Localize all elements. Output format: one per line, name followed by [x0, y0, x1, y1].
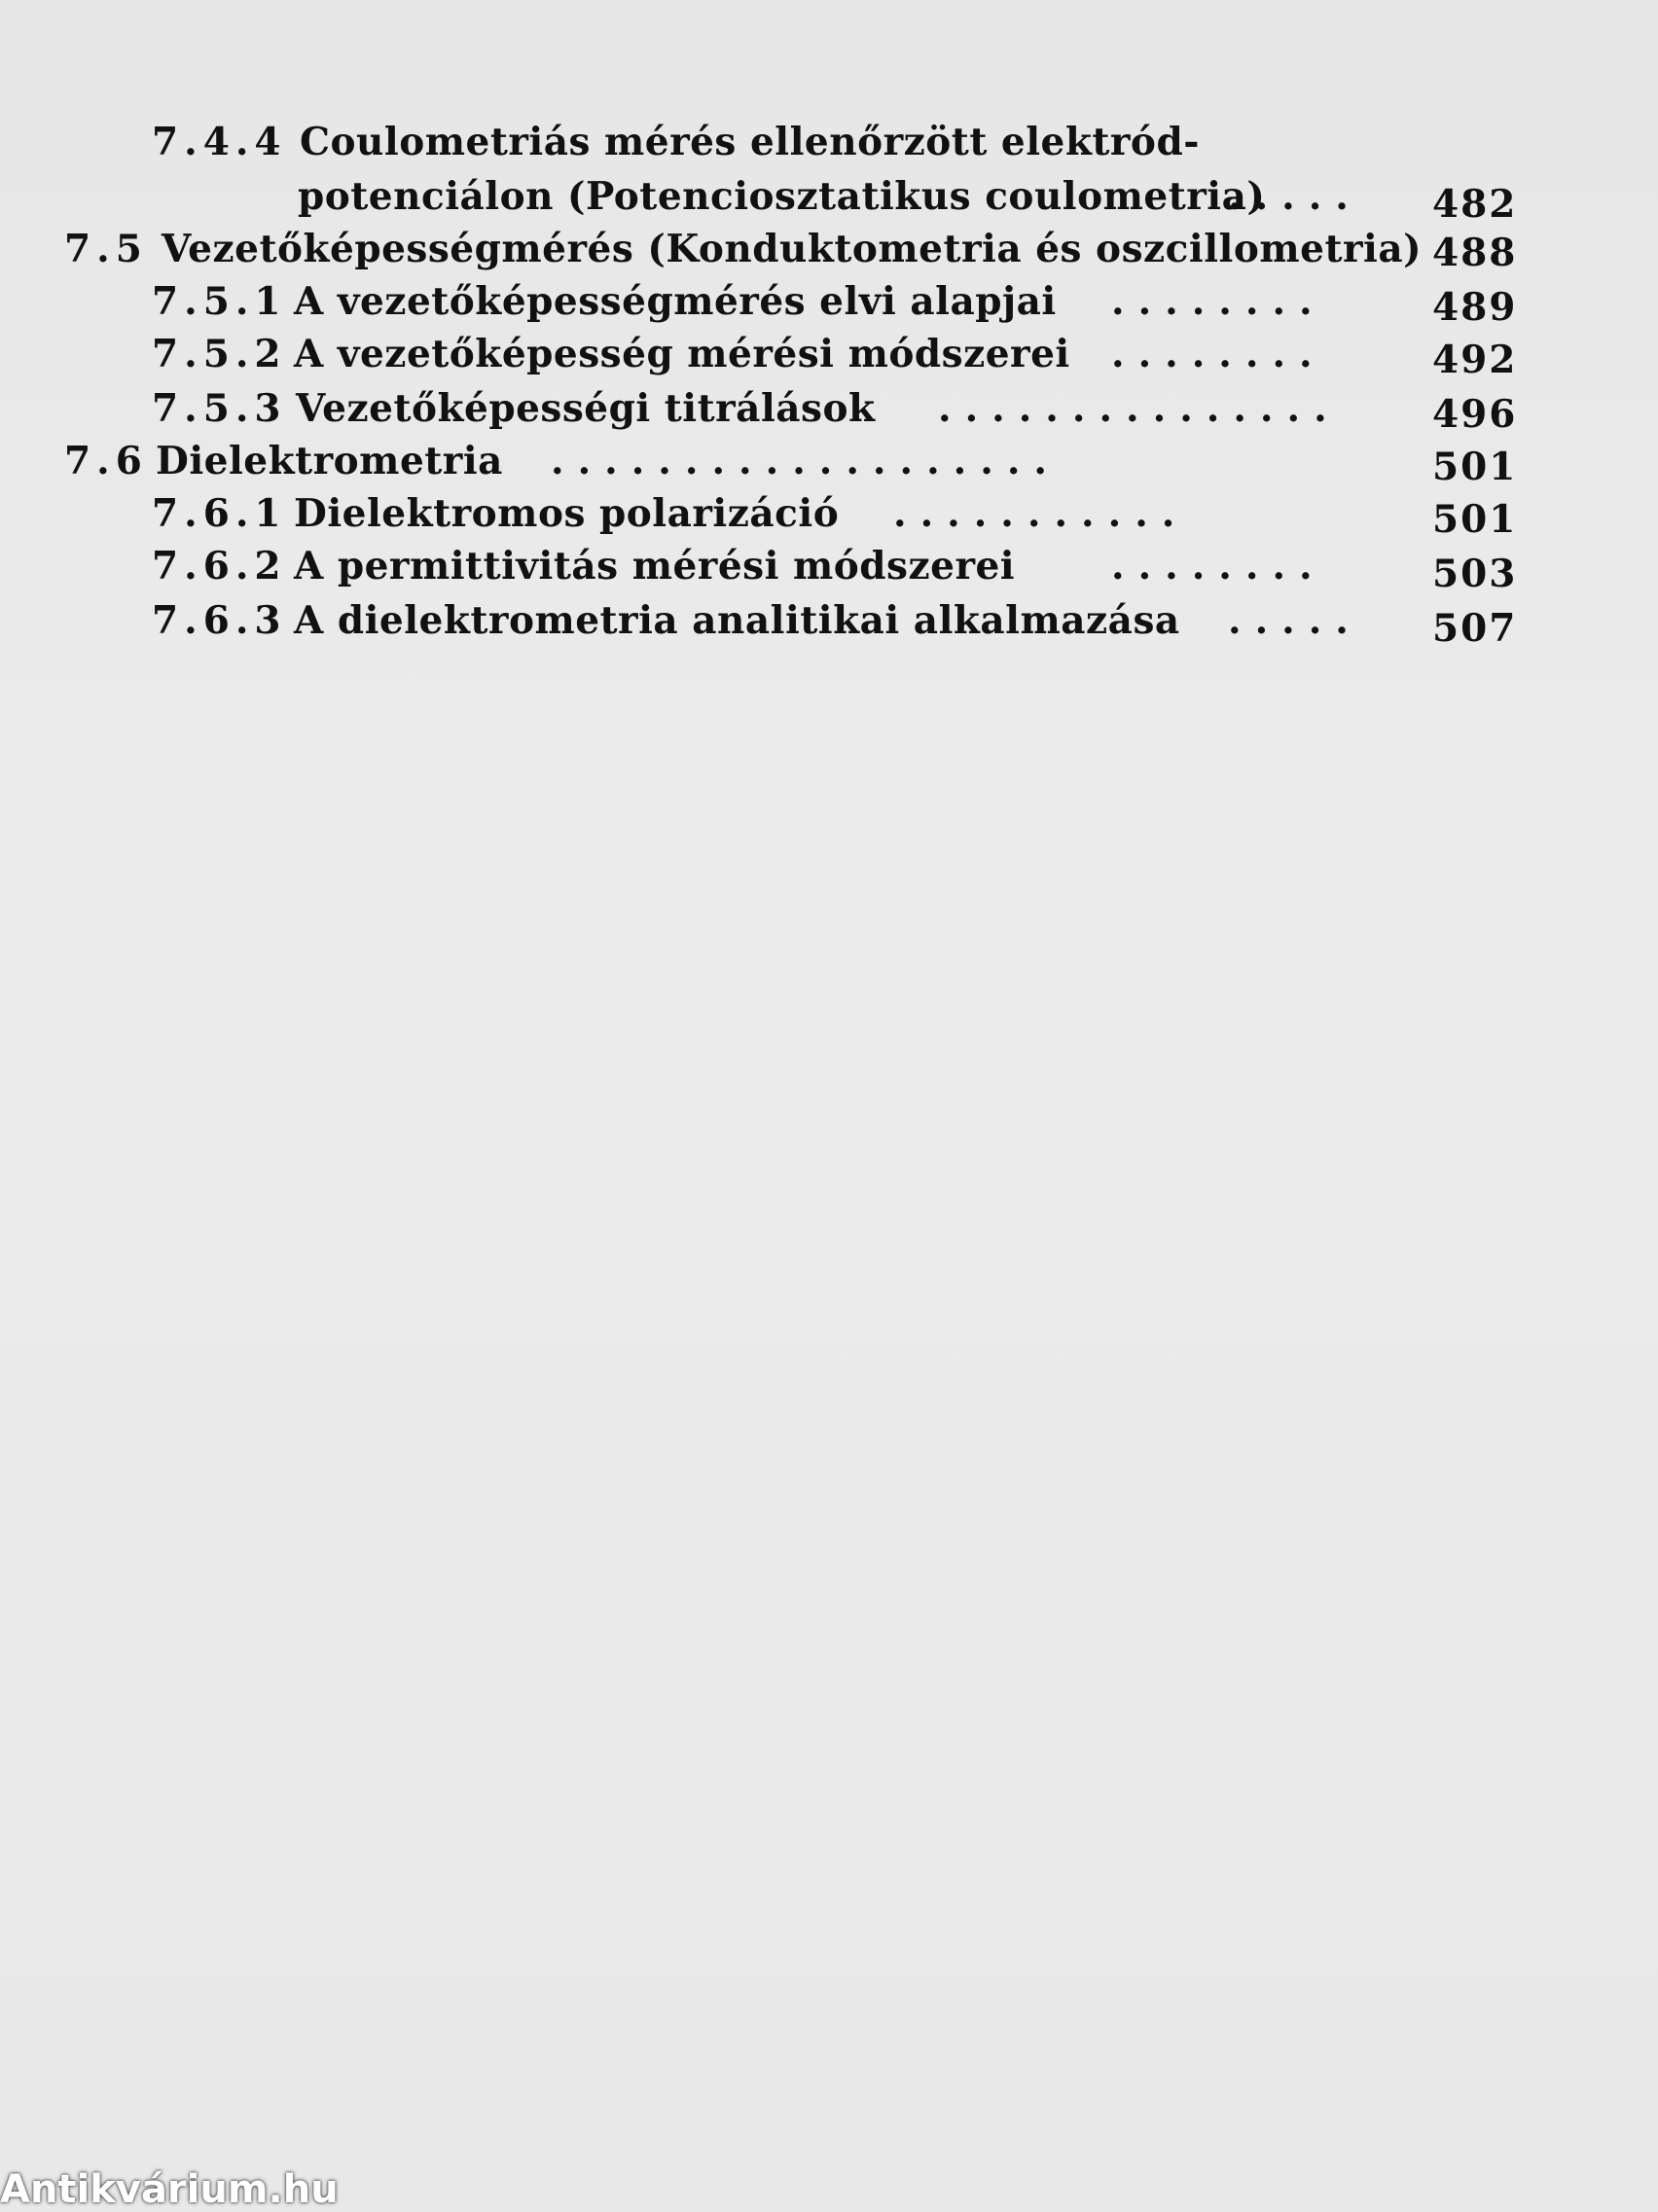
- toc-entry-leader: .....: [1228, 174, 1362, 219]
- toc-entry-title: A vezetőképesség mérési módszerei: [294, 332, 1070, 376]
- toc-entry-7-5-2: [0, 327, 1658, 381]
- toc-entry-number: 7.6.1: [152, 491, 287, 536]
- toc-entry-title: A dielektrometria analitikai alkalmazása: [294, 598, 1180, 643]
- toc-entry-leader: ........: [1111, 279, 1326, 324]
- toc-entry-7-5-3: [0, 381, 1658, 436]
- toc-entry-leader: .....: [1228, 598, 1362, 643]
- toc-entry-7-6-3: [0, 593, 1658, 651]
- toc-entry-number: 7.6: [64, 439, 148, 483]
- toc-entry-title: potenciálon (Potenciosztatikus coulometria): [298, 174, 1266, 219]
- toc-entry-page: 501: [1432, 445, 1518, 489]
- toc-entry-leader: ...........: [893, 491, 1189, 536]
- toc-entry-7-6-2: [0, 539, 1658, 596]
- toc-entry-number: 7.5.1: [152, 279, 287, 324]
- toc-entry-page: 492: [1432, 338, 1518, 382]
- toc-entry-title: Dielektrometria: [156, 439, 503, 483]
- toc-entry-leader: ...............: [938, 386, 1341, 431]
- toc-entry-number: 7.6.3: [152, 598, 287, 643]
- toc-entry-number: 7.5.2: [152, 332, 287, 376]
- toc-entry-7-5: [0, 222, 1658, 276]
- toc-entry-7-5-1: [0, 274, 1658, 329]
- toc-entry-page: 482: [1432, 182, 1518, 227]
- toc-entry-page: 507: [1432, 606, 1518, 651]
- toc-entry-title: Coulometriás mérés ellenőrzött elektród-: [300, 120, 1200, 164]
- toc-entry-title: A vezetőképességmérés elvi alapjai: [294, 279, 1057, 324]
- toc-entry-title: A permittivitás mérési módszerei: [294, 544, 1016, 589]
- toc-entry-page: 489: [1432, 285, 1518, 330]
- toc-entry-leader: ........: [1111, 544, 1326, 589]
- toc-entry-7-4-4-cont: [0, 169, 1658, 227]
- toc-entry-title: Vezetőképességi titrálások: [296, 386, 876, 431]
- toc-entry-page: 488: [1432, 231, 1518, 275]
- toc-entry-title: Dielektromos polarizáció: [294, 491, 840, 536]
- toc-entry-7-6: [0, 434, 1658, 488]
- toc-entry-page: 501: [1432, 497, 1518, 542]
- toc-entry-page: 496: [1432, 392, 1518, 437]
- antikvarium-watermark: Antikvárium.hu: [0, 2167, 339, 2212]
- toc-entry-page: 503: [1432, 552, 1518, 596]
- toc-entry-number: 7.6.2: [152, 544, 287, 589]
- toc-entry-7-6-1: [0, 486, 1658, 541]
- toc-entry-leader: ...................: [551, 439, 1061, 483]
- toc-entry-number: 7.4.4: [152, 120, 287, 164]
- toc-entry-number: 7.5: [64, 227, 148, 271]
- toc-entry-leader: ........: [1111, 332, 1326, 376]
- toc-entry-7-4-4: [0, 115, 1658, 169]
- toc-entry-title: Vezetőképességmérés (Konduktometria és oszcillometria): [162, 227, 1423, 271]
- toc-entry-number: 7.5.3: [152, 386, 287, 431]
